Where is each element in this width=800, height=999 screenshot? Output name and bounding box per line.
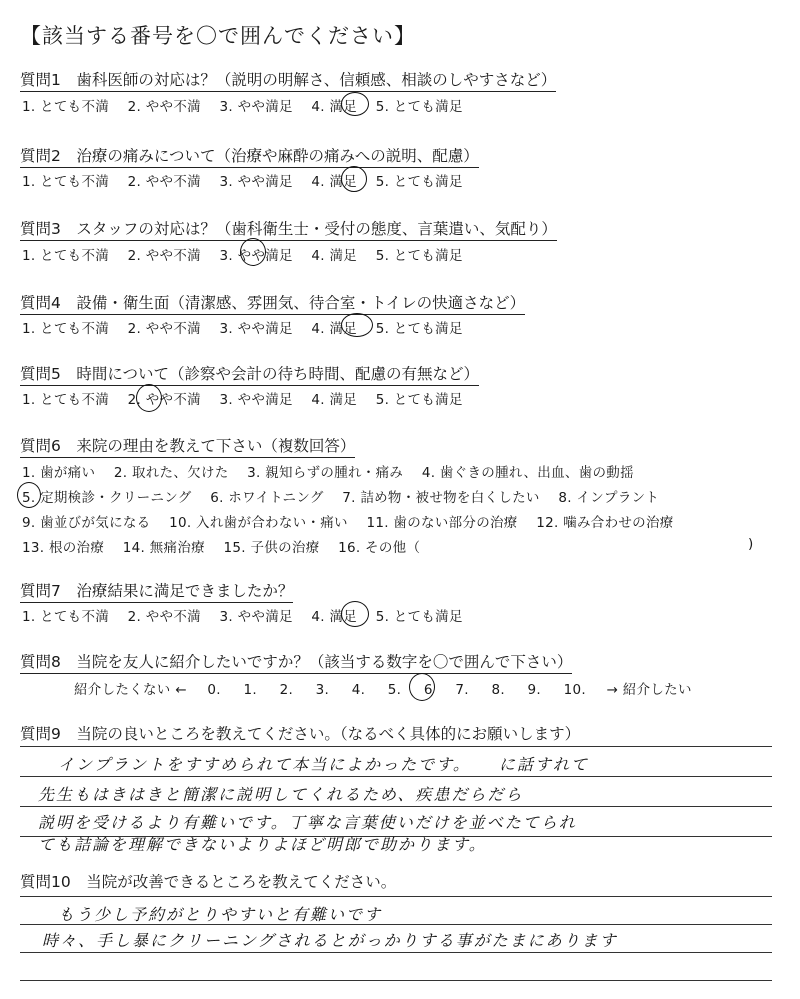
- q6-other-close-paren: ): [748, 536, 754, 552]
- q8-left-label: 紹介したくない ←: [74, 682, 187, 698]
- question-1-options: [22, 95, 477, 115]
- question-7-title: 質問7 治療結果に満足できましたか？: [20, 579, 293, 603]
- q6-option-4[interactable]: 4. 歯ぐきの腫れ、出血、歯の動揺: [421, 465, 634, 481]
- question-4-title: 質問4 設備・衛生面（清潔感、雰囲気、待合室・トイレの快適さなど）: [20, 291, 525, 315]
- q1-option-3[interactable]: 3. やや満足: [219, 99, 293, 115]
- q6-option-11[interactable]: 11. 歯のない部分の治療: [366, 515, 518, 531]
- q8-scale-5[interactable]: 5.: [387, 682, 402, 698]
- q8-scale-9[interactable]: 9.: [527, 682, 541, 698]
- q8-scale-8[interactable]: 8.: [491, 682, 505, 698]
- q3-option-2[interactable]: 2. やや不満: [127, 248, 201, 264]
- q8-scale-1[interactable]: 1.: [243, 682, 257, 698]
- q2-option-4[interactable]: 4. 満足: [311, 174, 358, 190]
- question-8-title: 質問8 当院を友人に紹介したいですか？（該当する数字を〇で囲んで下さい）: [20, 650, 572, 674]
- form-header: 【該当する番号を〇で囲んでください】: [20, 24, 416, 48]
- q3-option-4[interactable]: 4. 満足: [311, 248, 358, 264]
- q3-option-3[interactable]: 3. やや満足: [219, 248, 293, 264]
- q5-option-4[interactable]: 4. 満足: [311, 392, 358, 408]
- q6-option-15[interactable]: 15. 子供の治療: [223, 540, 320, 556]
- q4-option-4[interactable]: 4. 満足: [311, 321, 358, 337]
- q6-option-9[interactable]: 9. 歯並びが気になる: [22, 515, 151, 531]
- q6-option-5[interactable]: 5. 定期検診・クリーニング: [22, 490, 192, 506]
- question-2-title: 質問2 治療の痛みについて（治療や麻酔の痛みへの説明、配慮）: [20, 144, 479, 168]
- question-6-row-4: [22, 536, 434, 556]
- q6-option-7[interactable]: 7. 詰め物・被せ物を白くしたい: [342, 490, 540, 506]
- q7-option-4[interactable]: 4. 満足: [311, 609, 358, 625]
- question-6-row-1: [22, 461, 648, 481]
- q9-handwritten-line-1: インプラントをすすめられて本当によかったです。 に話すれて: [58, 755, 589, 774]
- q10-answer-line-4: [20, 980, 772, 981]
- q9-answer-line-1: [20, 746, 772, 747]
- q4-option-3[interactable]: 3. やや満足: [219, 321, 293, 337]
- q3-option-1[interactable]: 1. とても不満: [22, 248, 110, 264]
- q10-answer-line-3: [20, 952, 772, 953]
- q10-answer-line-1: [20, 896, 772, 897]
- q1-option-2[interactable]: 2. やや不満: [127, 99, 201, 115]
- question-10-title: 質問10 当院が改善できるところを教えてください。: [20, 873, 397, 891]
- q7-option-1[interactable]: 1. とても不満: [22, 609, 110, 625]
- question-4-options: [22, 317, 477, 337]
- question-6-title: 質問6 来院の理由を教えて下さい（複数回答）: [20, 434, 355, 458]
- q7-option-3[interactable]: 3. やや満足: [219, 609, 293, 625]
- question-5-title: 質問5 時間について（診察や会計の待ち時間、配慮の有無など）: [20, 362, 479, 386]
- question-7-options: [22, 605, 477, 625]
- q4-option-5[interactable]: 5. とても満足: [375, 321, 463, 337]
- q3-option-5[interactable]: 5. とても満足: [375, 248, 463, 264]
- q8-scale-6[interactable]: 6: [423, 682, 433, 698]
- q6-option-3[interactable]: 3. 親知らずの腫れ・痛み: [247, 465, 404, 481]
- q8-scale-0[interactable]: 0.: [207, 682, 221, 698]
- q2-option-3[interactable]: 3. やや満足: [219, 174, 293, 190]
- q6-option-14[interactable]: 14. 無痛治療: [122, 540, 205, 556]
- q8-right-label: → 紹介したい: [606, 682, 692, 698]
- q2-option-5[interactable]: 5. とても満足: [375, 174, 463, 190]
- q6-option-6[interactable]: 6. ホワイトニング: [210, 490, 324, 506]
- question-2-options: [22, 170, 477, 190]
- q6-selected-circle: [17, 482, 41, 508]
- question-1-title: 質問1 歯科医師の対応は？（説明の明解さ、信頼感、相談のしやすさなど）: [20, 68, 556, 92]
- q5-selected-circle: [136, 384, 162, 412]
- q4-selected-circle: [341, 313, 373, 337]
- q6-option-8[interactable]: 8. インプラント: [558, 490, 660, 506]
- q7-option-2[interactable]: 2. やや不満: [127, 609, 201, 625]
- question-3-title: 質問3 スタッフの対応は？（歯科衛生士・受付の態度、言葉遣い、気配り）: [20, 217, 557, 241]
- q1-selected-circle: [341, 92, 369, 116]
- q1-option-1[interactable]: 1. とても不満: [22, 99, 110, 115]
- question-6-row-3: [22, 511, 688, 531]
- question-6-row-2: [22, 486, 673, 506]
- q2-option-1[interactable]: 1. とても不満: [22, 174, 110, 190]
- q8-selected-circle: [409, 673, 435, 701]
- q5-option-3[interactable]: 3. やや満足: [219, 392, 293, 408]
- q3-selected-circle: [240, 238, 266, 266]
- q2-option-2[interactable]: 2. やや不満: [127, 174, 201, 190]
- q8-scale-10[interactable]: 10.: [563, 682, 586, 698]
- q6-option-16[interactable]: 16. その他（: [338, 540, 421, 556]
- q8-scale-7[interactable]: 7.: [455, 682, 469, 698]
- q9-handwritten-line-3: 説明を受けるより有難いです。丁寧な言葉使いだけを並べたてられ: [38, 813, 577, 832]
- q9-handwritten-line-4: ても詰論を理解できないよりよほど明郎で助かります。: [38, 835, 487, 854]
- q9-answer-line-3: [20, 806, 772, 807]
- q1-option-4[interactable]: 4. 満足: [311, 99, 358, 115]
- q8-scale-2[interactable]: 2.: [279, 682, 294, 698]
- q1-option-5[interactable]: 5. とても満足: [375, 99, 463, 115]
- q10-handwritten-line-1: もう少し予約がとりやすいと有難いです: [58, 905, 383, 924]
- q4-option-1[interactable]: 1. とても不満: [22, 321, 110, 337]
- q6-option-10[interactable]: 10. 入れ歯が合わない・痛い: [169, 515, 348, 531]
- q5-option-5[interactable]: 5. とても満足: [375, 392, 463, 408]
- q7-option-5[interactable]: 5. とても満足: [375, 609, 463, 625]
- q5-option-1[interactable]: 1. とても不満: [22, 392, 110, 408]
- q8-scale-4[interactable]: 4.: [351, 682, 366, 698]
- q8-scale-3[interactable]: 3.: [315, 682, 330, 698]
- q6-option-13[interactable]: 13. 根の治療: [22, 540, 105, 556]
- q6-option-12[interactable]: 12. 噛み合わせの治療: [536, 515, 674, 531]
- q4-option-2[interactable]: 2. やや不満: [127, 321, 201, 337]
- q6-option-1[interactable]: 1. 歯が痛い: [22, 465, 96, 481]
- q10-handwritten-line-2: 時々、手し暴にクリーニングされるとがっかりする事がたまにあります: [42, 931, 618, 950]
- q9-answer-line-2: [20, 776, 772, 777]
- q7-selected-circle: [341, 601, 369, 627]
- q6-option-2[interactable]: 2. 取れた、欠けた: [113, 465, 229, 481]
- q9-handwritten-line-2: 先生もはきはきと簡潔に説明してくれるため、疾患だらだら: [38, 785, 524, 804]
- q5-option-2[interactable]: 2. やや不満: [127, 392, 201, 408]
- question-5-options: [22, 388, 477, 408]
- question-9-title: 質問9 当院の良いところを教えてください。（なるべく具体的にお願いします）: [20, 725, 581, 743]
- question-8-scale: [74, 678, 692, 698]
- q2-selected-circle: [341, 166, 367, 192]
